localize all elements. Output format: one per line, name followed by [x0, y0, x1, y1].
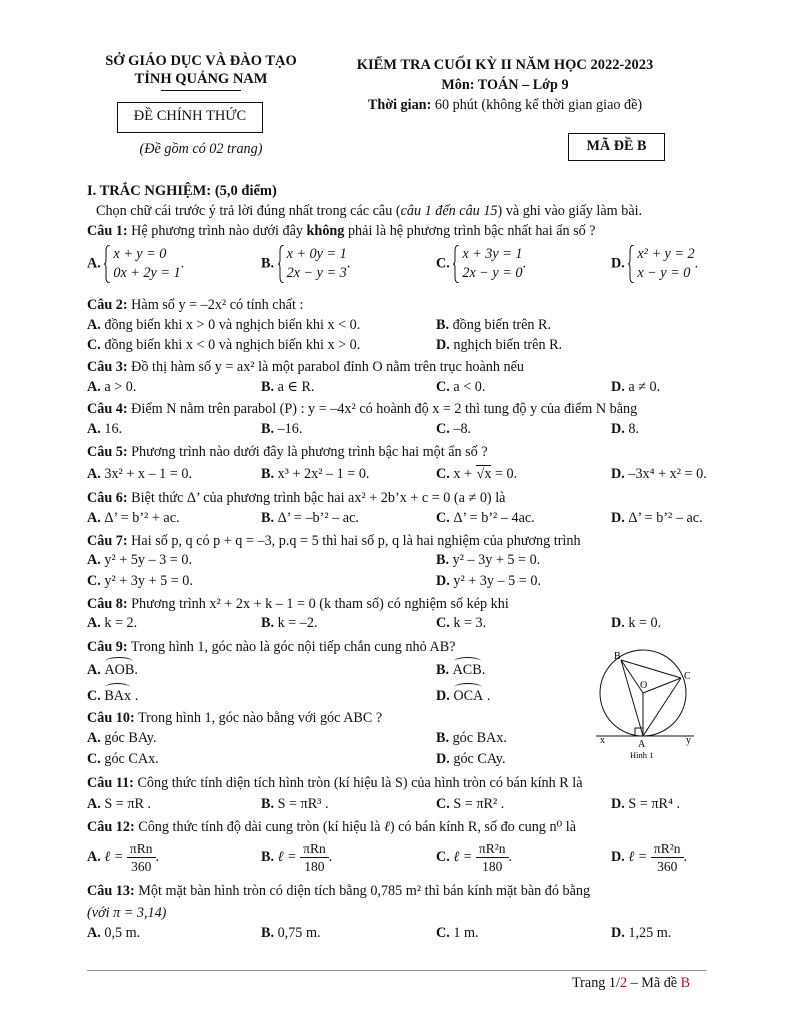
question-4: Câu 4: Điểm N nằm trên parabol (P) : y = –4x² có hoành độ x = 2 thì tung độ y của điểm N bằng — [87, 401, 638, 417]
footer-page-info: Trang 1/2 – Mã đề B — [572, 975, 691, 991]
figure-hinh-1 — [590, 648, 702, 762]
q12-option-b: B. ℓ = $\frac{\text{πRn}}{180}$ . — [261, 841, 333, 874]
q3-option-d: D. a ≠ 0. — [611, 379, 661, 395]
province-underline — [161, 90, 241, 91]
question-1: Câu 1: Hệ phương trình nào dưới đây không phải là hệ phương trình bậc nhất hai ẩn số ? — [87, 223, 596, 239]
segment-ab — [621, 660, 643, 736]
question-12: Câu 12: Công thức tính độ dài cung tròn (kí hiệu là ℓ) có bán kính R, số đo cung n⁰ là — [87, 819, 577, 835]
segment-bc — [621, 660, 681, 678]
q5-option-a: A. 3x² + x – 1 = 0. — [87, 466, 192, 482]
question-11: Câu 11: Công thức tính diện tích hình tròn (kí hiệu là S) của hình tròn có bán kính R là — [87, 775, 583, 791]
q13-option-c: C. 1 m. — [436, 925, 479, 941]
label-x: x — [600, 735, 605, 746]
label-y: y — [686, 735, 691, 746]
q3-option-c: C. a < 0. — [436, 379, 486, 395]
section-title: I. TRẮC NGHIỆM: (5,0 điểm) — [87, 183, 277, 199]
q13-option-d: D. 1,25 m. — [611, 925, 672, 941]
q8-option-b: B. k = –2. — [261, 615, 318, 631]
q10-option-c: C. góc CAx. — [87, 751, 159, 767]
figure-caption: Hình 1 — [630, 750, 654, 760]
exam-time — [330, 97, 680, 114]
q5-option-b: B. x³ + 2x² – 1 = 0. — [261, 466, 370, 482]
q10-option-d: D. góc CAy. — [436, 751, 506, 767]
q1-option-a: A. x + y = 0 0x + 2y = 1 . — [87, 246, 185, 281]
question-6: Câu 6: Biệt thức Δ’ của phương trình bậc hai ax² + 2b’x + c = 0 (a ≠ 0) là — [87, 490, 506, 506]
q12-option-d: D. ℓ = $\frac{\text{πR²n}}{360}$ . — [611, 841, 688, 874]
official-label: ĐỀ CHÍNH THỨC — [133, 108, 247, 124]
province-name: TỈNH QUẢNG NAM — [134, 71, 268, 87]
label-a: A — [638, 739, 646, 750]
q2-option-a: A. đồng biến khi x > 0 và nghịch biến khi x < 0. — [87, 317, 361, 333]
q3-option-b: B. a ∈ R. — [261, 379, 315, 395]
question-2: Câu 2: Hàm số y = –2x² có tính chất : — [87, 297, 304, 313]
q9-option-b: B. ACB. — [436, 662, 486, 678]
q7-option-c: C. y² + 3y + 5 = 0. — [87, 573, 193, 589]
q2-option-d: D. nghịch biến trên R. — [436, 337, 563, 353]
q6-option-a: A. Δ’ = b’² + ac. — [87, 510, 180, 526]
q9-option-c: C. BAx . — [87, 688, 139, 704]
q13-option-b: B. 0,75 m. — [261, 925, 321, 941]
segment-oc — [643, 678, 681, 693]
q1-option-b: B. x + 0y = 1 2x − y = 3 . — [261, 246, 351, 281]
q1-option-c: C. x + 3y = 1 2x − y = 0 . — [436, 246, 527, 281]
question-5: Câu 5: Phương trình nào dưới đây là phương trình bậc hai một ẩn số ? — [87, 444, 488, 460]
subject: Môn: TOÁN – Lớp 9 — [441, 77, 569, 93]
q11-option-d: D. S = πR⁴ . — [611, 796, 680, 812]
question-7: Câu 7: Hai số p, q có p + q = –3, p.q = 5 thì hai số p, q là hai nghiệm của phương trình — [87, 533, 581, 549]
q7-option-d: D. y² + 3y – 5 = 0. — [436, 573, 541, 589]
question-8: Câu 8: Phương trình x² + 2x + k – 1 = 0 (k tham số) có nghiệm số kép khi — [87, 596, 509, 612]
question-13: Câu 13: Một mặt bàn hình tròn có diện tích bằng 0,785 m² thì bán kính mặt bàn đó bằng — [87, 883, 591, 899]
exam-code: MÃ ĐỀ B — [586, 138, 647, 154]
q2-option-b: B. đồng biến trên R. — [436, 317, 552, 333]
label-c: C — [684, 671, 691, 682]
label-b: B — [614, 651, 621, 662]
q9-option-d: D. OCA . — [436, 688, 491, 704]
q7-option-a: A. y² + 5y – 3 = 0. — [87, 552, 192, 568]
q4-option-d: D. 8. — [611, 421, 639, 437]
q1-option-d: D. x² + y = 2 x − y = 0 . — [611, 246, 699, 281]
q3-option-a: A. a > 0. — [87, 379, 137, 395]
q13-option-a: A. 0,5 m. — [87, 925, 141, 941]
q5-option-c: C. x + √x = 0. — [436, 466, 518, 482]
question-9: Câu 9: Trong hình 1, góc nào là góc nội tiếp chắn cung nhỏ AB? — [87, 639, 456, 655]
q8-option-a: A. k = 2. — [87, 615, 138, 631]
segment-ac — [643, 678, 681, 736]
q2-option-c: C. đồng biến khi x < 0 và nghịch biến khi x > 0. — [87, 337, 361, 353]
q12-option-a: A. ℓ = $\frac{\text{πRn}}{360}$ . — [87, 841, 160, 874]
q5-option-d: D. –3x⁴ + x² = 0. — [611, 466, 707, 482]
q4-option-c: C. –8. — [436, 421, 472, 437]
q9-option-a: A. AOB. — [87, 662, 138, 678]
q6-option-b: B. Δ’ = –b’² – ac. — [261, 510, 359, 526]
q8-option-d: D. k = 0. — [611, 615, 662, 631]
q6-option-c: C. Δ’ = b’² – 4ac. — [436, 510, 535, 526]
q6-option-d: D. Δ’ = b’² – ac. — [611, 510, 703, 526]
q4-option-b: B. –16. — [261, 421, 303, 437]
label-o: O — [640, 680, 648, 691]
footer-divider — [87, 970, 707, 971]
question-13-note: (với π = 3,14) — [87, 905, 167, 921]
section-instruction: Chọn chữ cái trước ý trả lời đúng nhất trong các câu (câu 1 đến câu 15) và ghi vào giấy làm bài. — [96, 203, 643, 219]
q10-option-a: A. góc BAy. — [87, 730, 157, 746]
q10-option-b: B. góc BAx. — [436, 730, 507, 746]
q7-option-b: B. y² – 3y + 5 = 0. — [436, 552, 541, 568]
q11-option-b: B. S = πR³ . — [261, 796, 329, 812]
q8-option-c: C. k = 3. — [436, 615, 487, 631]
question-10: Câu 10: Trong hình 1, góc nào bằng với góc ABC ? — [87, 710, 383, 726]
exam-title: KIỂM TRA CUỐI KỲ II NĂM HỌC 2022-2023 — [356, 57, 654, 73]
question-3: Câu 3: Đồ thị hàm số y = ax² là một parabol đỉnh O nằm trên trục hoành nếu — [87, 359, 525, 375]
time-value: 60 phút (không kể thời gian giao đề) — [431, 97, 643, 113]
q11-option-c: C. S = πR² . — [436, 796, 505, 812]
q12-option-c: C. ℓ = $\frac{\text{πR²n}}{180}$ . — [436, 841, 513, 874]
pages-note: (Đề gồm có 02 trang) — [139, 141, 263, 157]
dept-name: SỞ GIÁO DỤC VÀ ĐÀO TẠO — [105, 53, 297, 69]
time-label: Thời gian: — [367, 97, 432, 113]
q4-option-a: A. 16. — [87, 421, 123, 437]
q11-option-a: A. S = πR . — [87, 796, 152, 812]
